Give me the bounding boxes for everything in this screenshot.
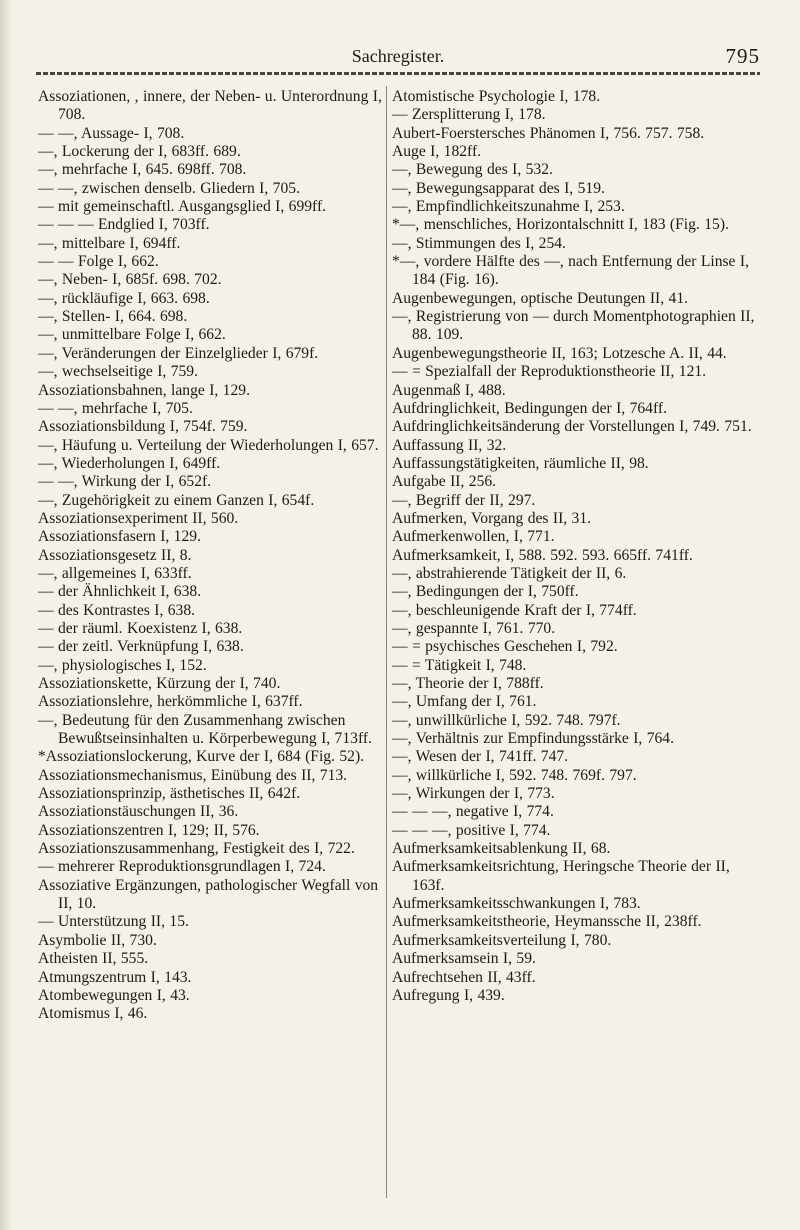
index-entry: — — —, negative I, 774. xyxy=(392,803,554,821)
page-number: 795 xyxy=(725,44,760,68)
index-entry: Aufrechtsehen II, 43ff. xyxy=(392,968,536,986)
index-entry: —, Empfindlichkeitszunahme I, 253. xyxy=(392,198,625,216)
index-entry: Aufmerksamkeitstheorie, Heymanssche II, 238ff. xyxy=(392,913,702,931)
index-entry: — der räuml. Koexistenz I, 638. xyxy=(38,619,243,637)
index-entry: —, Bedingungen der I, 750ff. xyxy=(392,583,579,601)
index-column-left xyxy=(38,88,384,1024)
index-entry: — des Kontrastes I, 638. xyxy=(38,601,196,619)
index-entry: Aufgabe II, 256. xyxy=(392,473,497,491)
index-entry: *Assoziationslockerung, Kurve der I, 684 (Fig. 52). xyxy=(38,748,365,766)
index-entry: —, Zugehörigkeit zu einem Ganzen I, 654f. xyxy=(38,491,315,509)
index-entry: Aufmerkenwollen, I, 771. xyxy=(392,528,555,546)
index-entry: Augenbewegungstheorie II, 163; Lotzesche A. II, 44. xyxy=(392,344,727,362)
index-entry: —, physiologisches I, 152. xyxy=(38,656,207,674)
index-entry: Aufregung I, 439. xyxy=(392,986,505,1004)
index-entry: — — —, positive I, 774. xyxy=(392,821,551,839)
index-entry: —, allgemeines I, 633ff. xyxy=(38,564,192,582)
index-entry: —, Häufung u. Verteilung der Wiederholungen I, 657. xyxy=(38,436,379,454)
index-entry: Auffassungstätigkeiten, räumliche II, 98. xyxy=(392,454,649,472)
running-title: Sachregister. xyxy=(351,46,445,66)
index-entry: —, gespannte I, 761. 770. xyxy=(392,619,556,637)
index-entry: Atomismus I, 46. xyxy=(38,1005,148,1023)
index-entry: Atmungszentrum I, 143. xyxy=(38,968,192,986)
index-entry: Augenbewegungen, optische Deutungen II, 41. xyxy=(392,289,689,307)
index-entry: — = psychisches Geschehen I, 792. xyxy=(392,638,618,656)
index-entry: Auge I, 182ff. xyxy=(392,143,482,161)
index-entry: Atomistische Psychologie I, 178. xyxy=(392,88,601,105)
index-entry: Assoziationstäuschungen II, 36. xyxy=(38,803,239,821)
index-entry: Aubert-Foerstersches Phänomen I, 756. 757. 758. xyxy=(392,124,705,142)
index-entry: Auffassung II, 32. xyxy=(392,436,507,454)
index-entry: Assoziationen, , innere, der Neben- u. Unterordnung I, 708. xyxy=(38,88,382,124)
index-entry: *—, menschliches, Horizontalschnitt I, 183 (Fig. 15). xyxy=(392,216,729,234)
index-entry: Assoziationszentren I, 129; II, 576. xyxy=(38,821,260,839)
index-entry: Assoziationsbahnen, lange I, 129. xyxy=(38,381,250,399)
index-entry: —, Wiederholungen I, 649ff. xyxy=(38,454,221,472)
index-entry: *—, vordere Hälfte des —, nach Entfernung der Linse I, 184 (Fig. 16). xyxy=(392,253,749,289)
index-entry: Atombewegungen I, 43. xyxy=(38,986,190,1004)
index-entry: Aufmerksamkeitsschwankungen I, 783. xyxy=(392,895,641,913)
index-entry: — Zersplitterung I, 178. xyxy=(392,106,546,124)
column-divider xyxy=(386,86,387,1198)
index-entry: —, Bewegung des I, 532. xyxy=(392,161,553,179)
index-entry: Augenmaß I, 488. xyxy=(392,381,506,399)
index-entry: Aufmerksamsein I, 59. xyxy=(392,950,536,968)
index-entry: —, Registrierung von — durch Momentphotographien II, 88. 109. xyxy=(392,308,755,344)
index-entry: —, Bewegungsapparat des I, 519. xyxy=(392,179,605,197)
index-entry: Assoziationslehre, herkömmliche I, 637ff. xyxy=(38,693,303,711)
index-entry: — der Ähnlichkeit I, 638. xyxy=(38,583,202,601)
index-entry: Assoziationsprinzip, ästhetisches II, 642f. xyxy=(38,785,301,803)
index-entry: —, beschleunigende Kraft der I, 774ff. xyxy=(392,601,637,619)
index-entry: Aufmerksamkeitsablenkung II, 68. xyxy=(392,840,611,858)
index-entry: Aufmerksamkeitsverteilung I, 780. xyxy=(392,931,612,949)
index-entry: — —, Wirkung der I, 652f. xyxy=(38,473,212,491)
page-spine-shadow xyxy=(0,0,12,1230)
index-entry: — mit gemeinschaftl. Ausgangsglied I, 699ff. xyxy=(38,198,327,216)
index-entry: —, Begriff der II, 297. xyxy=(392,491,536,509)
index-entry: —, mehrfache I, 645. 698ff. 708. xyxy=(38,161,247,179)
index-entry: Assoziationsgesetz II, 8. xyxy=(38,546,192,564)
index-entry: Aufmerken, Vorgang des II, 31. xyxy=(392,509,592,527)
index-entry: —, Veränderungen der Einzelglieder I, 679f. xyxy=(38,344,319,362)
index-entry: —, unmittelbare Folge I, 662. xyxy=(38,326,226,344)
index-entry: —, willkürliche I, 592. 748. 769f. 797. xyxy=(392,766,637,784)
index-entry: —, Verhältnis zur Empfindungsstärke I, 764. xyxy=(392,730,674,748)
index-entry: — Unterstützung II, 15. xyxy=(38,913,189,931)
index-entry: —, Lockerung der I, 683ff. 689. xyxy=(38,143,241,161)
index-entry: Assoziationsfasern I, 129. xyxy=(38,528,201,546)
index-entry: Assoziationsbildung I, 754f. 759. xyxy=(38,418,248,436)
header-rule xyxy=(36,72,760,75)
index-entry: Assoziative Ergänzungen, pathologischer Wegfall von II, 10. xyxy=(38,876,379,913)
index-entry: Assoziationszusammenhang, Festigkeit des I, 722. xyxy=(38,840,355,858)
index-entry: —, Theorie der I, 788ff. xyxy=(392,675,544,692)
index-entry: —, Neben- I, 685f. 698. 702. xyxy=(38,271,222,289)
index-entry: Assoziationsexperiment II, 560. xyxy=(38,509,239,527)
index-column-right xyxy=(392,88,762,1005)
index-entry: — —, Aussage- I, 708. xyxy=(38,124,185,142)
index-entry: Aufmerksamkeit, I, 588. 592. 593. 665ff. 741ff. xyxy=(392,546,693,564)
index-entry: — = Spezialfall der Reproduktionstheorie II, 121. xyxy=(392,363,707,381)
index-entry: —, unwillkürliche I, 592. 748. 797f. xyxy=(392,711,621,729)
index-entry: —, Umfang der I, 761. xyxy=(392,693,537,711)
index-entry: —, wechselseitige I, 759. xyxy=(38,363,198,381)
index-entry: — — — Endglied I, 703ff. xyxy=(38,216,210,234)
index-entry: —, rückläufige I, 663. 698. xyxy=(38,289,210,307)
index-entry: —, Stimmungen des I, 254. xyxy=(392,234,566,252)
index-entry: — —, zwischen denselb. Gliedern I, 705. xyxy=(38,179,300,197)
index-entry: Aufdringlichkeitsänderung der Vorstellungen I, 749. 751. xyxy=(392,418,752,436)
index-entry: — der zeitl. Verknüpfung I, 638. xyxy=(38,638,244,656)
index-entry: — = Tätigkeit I, 748. xyxy=(392,656,527,674)
index-entry: Asymbolie II, 730. xyxy=(38,931,157,949)
index-entry: Aufdringlichkeit, Bedingungen der I, 764ff. xyxy=(392,399,667,417)
index-entry: — — Folge I, 662. xyxy=(38,253,159,271)
index-entry: —, abstrahierende Tätigkeit der II, 6. xyxy=(392,564,627,582)
index-entry: Assoziationsmechanismus, Einübung des II, 713. xyxy=(38,766,348,784)
index-entry: —, Bedeutung für den Zusammenhang zwischen Bewußtseinsinhalten u. Körperbewegung I, 713ff. xyxy=(38,711,372,748)
running-header xyxy=(36,44,760,68)
index-entry: —, Wesen der I, 741ff. 747. xyxy=(392,748,569,766)
index-entry: —, Stellen- I, 664. 698. xyxy=(38,308,188,326)
index-entry: —, mittelbare I, 694ff. xyxy=(38,234,181,252)
index-entry: —, Wirkungen der I, 773. xyxy=(392,785,555,803)
index-entry: Atheisten II, 555. xyxy=(38,950,149,968)
index-entry: — —, mehrfache I, 705. xyxy=(38,399,193,417)
index-entry: Assoziationskette, Kürzung der I, 740. xyxy=(38,675,281,692)
index-entry: Aufmerksamkeitsrichtung, Heringsche Theorie der II, 163f. xyxy=(392,858,730,894)
index-entry: — mehrerer Reproduktionsgrundlagen I, 724. xyxy=(38,858,326,876)
